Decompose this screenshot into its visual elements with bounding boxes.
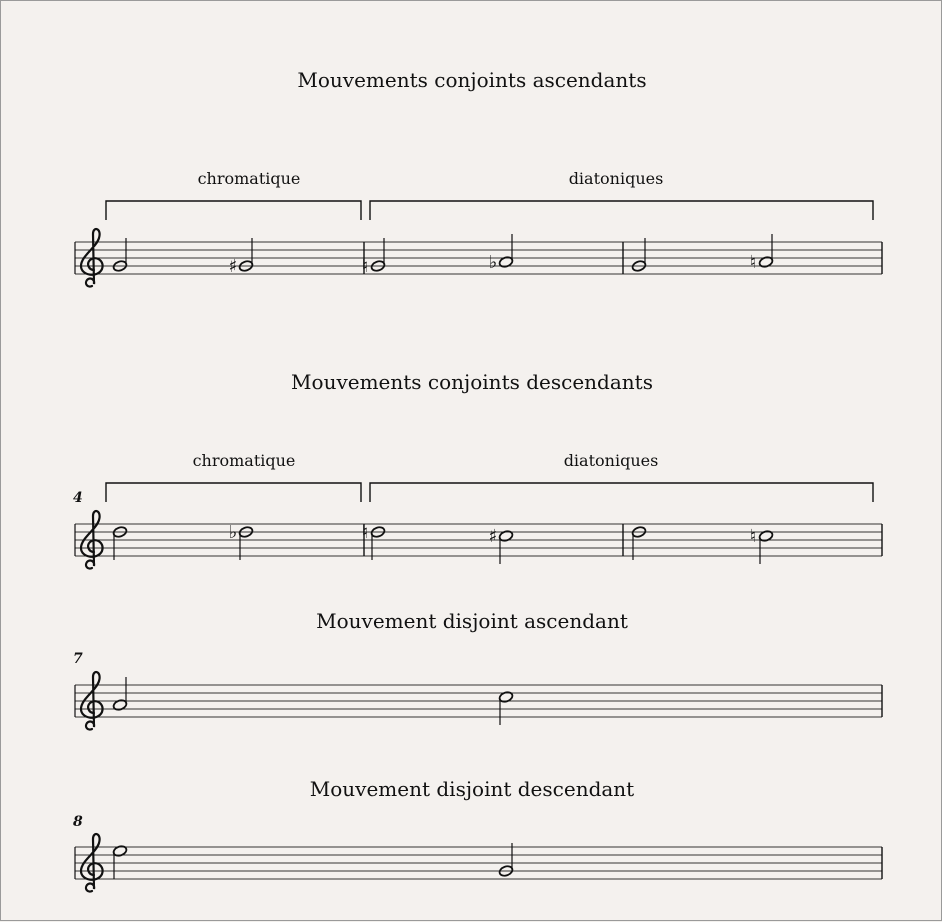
flat-accidental-icon: ♭ [488, 252, 498, 273]
flat-accidental-icon: ♭ [228, 522, 238, 543]
bracket-label: chromatique [192, 451, 296, 470]
measure-number: 8 [73, 814, 83, 830]
natural-accidental-icon: ♮ [749, 526, 757, 547]
section-title: Mouvement disjoint descendant [309, 777, 635, 801]
analysis-bracket [370, 483, 873, 502]
analysis-bracket [370, 201, 873, 220]
section-title: Mouvements conjoints descendants [291, 370, 653, 394]
sharp-accidental-icon: ♯ [228, 256, 238, 277]
measure-number: 7 [73, 651, 83, 667]
natural-accidental-icon: ♮ [361, 256, 369, 277]
natural-accidental-icon: ♮ [749, 252, 757, 273]
bracket-label: chromatique [197, 169, 301, 188]
natural-accidental-icon: ♮ [361, 522, 369, 543]
analysis-bracket [106, 483, 361, 502]
section-title: Mouvements conjoints ascendants [297, 68, 647, 92]
music-notation [1, 1, 942, 922]
bracket-label: diatoniques [568, 169, 664, 188]
analysis-bracket [106, 201, 361, 220]
bracket-label: diatoniques [563, 451, 659, 470]
section-title: Mouvement disjoint ascendant [316, 609, 628, 633]
measure-number: 4 [73, 490, 83, 506]
sharp-accidental-icon: ♯ [488, 526, 498, 547]
